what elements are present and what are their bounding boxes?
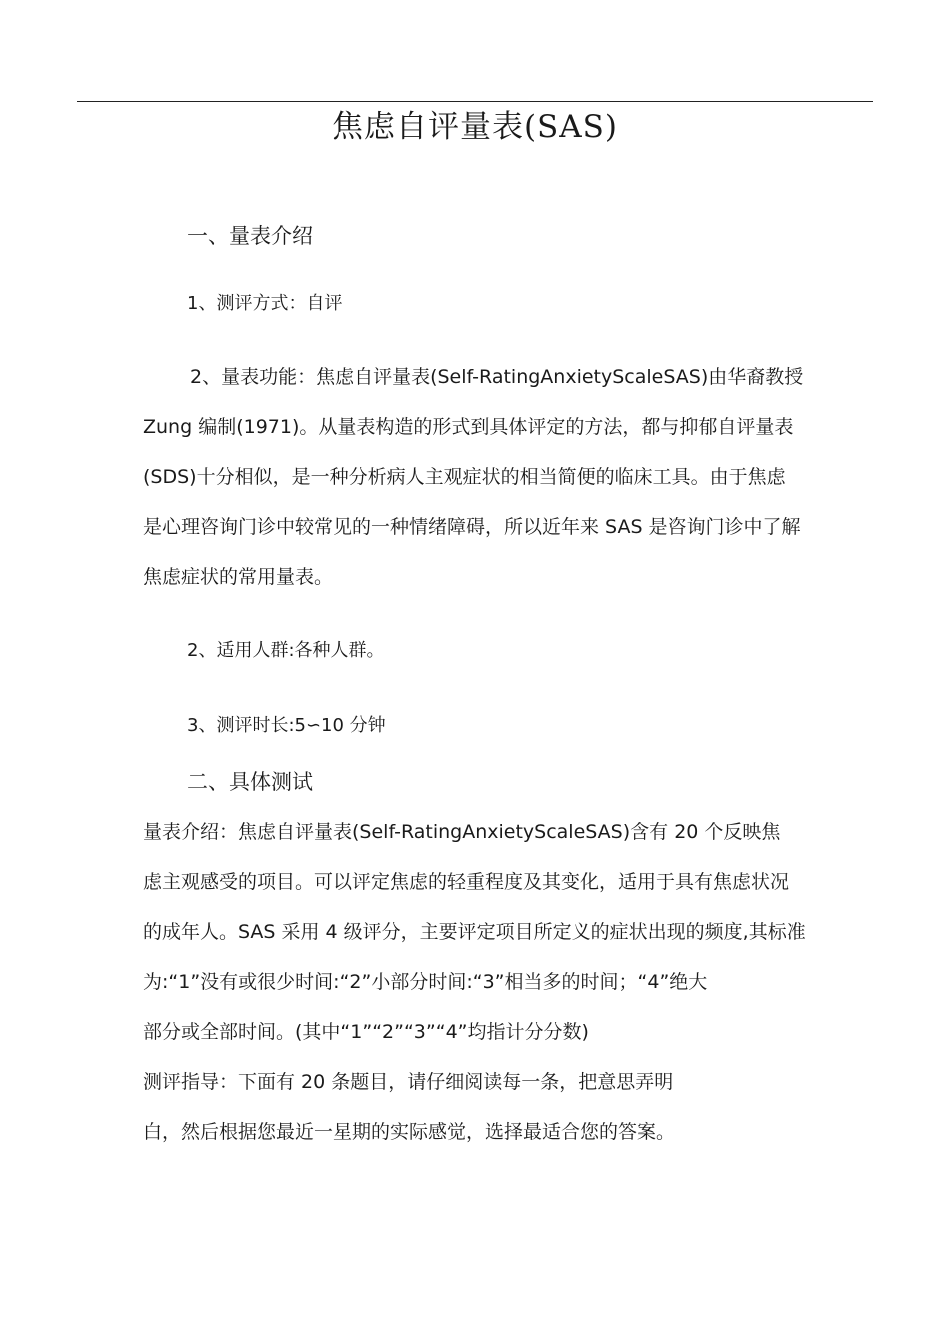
paragraph-line: Zung 编制(1971)。从量表构造的形式到具体评定的方法，都与抑郁自评量表 [143, 416, 794, 438]
paragraph-line: 是心理咨询门诊中较常见的一种情绪障碍，所以近年来 SAS 是咨询门诊中了解 [143, 516, 801, 538]
paragraph-line: 部分或全部时间。(其中“1”“2”“3”“4”均指计分分数) [143, 1021, 589, 1043]
paragraph-line: 2、量表功能：焦虑自评量表(Self-RatingAnxietyScaleSAS)由华裔教授 [190, 366, 804, 388]
paragraph-line: 虑主观感受的项目。可以评定焦虑的轻重程度及其变化，适用于具有焦虑状况 [143, 871, 790, 893]
document-title: 焦虑自评量表(SAS) [331, 109, 619, 145]
header-rule [77, 101, 873, 102]
section-heading-intro: 一、量表介绍 [187, 224, 313, 248]
paragraph-line: 焦虑症状的常用量表。 [143, 566, 334, 588]
item-duration: 3、测评时长:5∽10 分钟 [187, 715, 386, 736]
paragraph-line: 的成年人。SAS 采用 4 级评分，主要评定项目所定义的症状出现的频度,其标准 [143, 921, 806, 943]
paragraph-line: 测评指导：下面有 20 条题目，请仔细阅读每一条，把意思弄明 [143, 1071, 674, 1093]
paragraph-scale-function [143, 352, 875, 602]
section-heading-test: 二、具体测试 [187, 770, 313, 794]
paragraph-line: 白，然后根据您最近一星期的实际感觉，选择最适合您的答案。 [143, 1121, 676, 1143]
paragraph-line: 量表介绍：焦虑自评量表(Self-RatingAnxietyScaleSAS)含有 20 个反映焦 [143, 821, 781, 843]
item-assessment-method: 1、测评方式：自评 [187, 293, 343, 314]
paragraph-line: 为:“1”没有或很少时间:“2”小部分时间:“3”相当多的时间；“4”绝大 [143, 971, 708, 993]
paragraph-line: (SDS)十分相似，是一种分析病人主观症状的相当简便的临床工具。由于焦虑 [143, 466, 786, 488]
item-target-population: 2、适用人群:各种人群。 [187, 640, 385, 661]
paragraph-scale-intro [143, 807, 875, 1157]
